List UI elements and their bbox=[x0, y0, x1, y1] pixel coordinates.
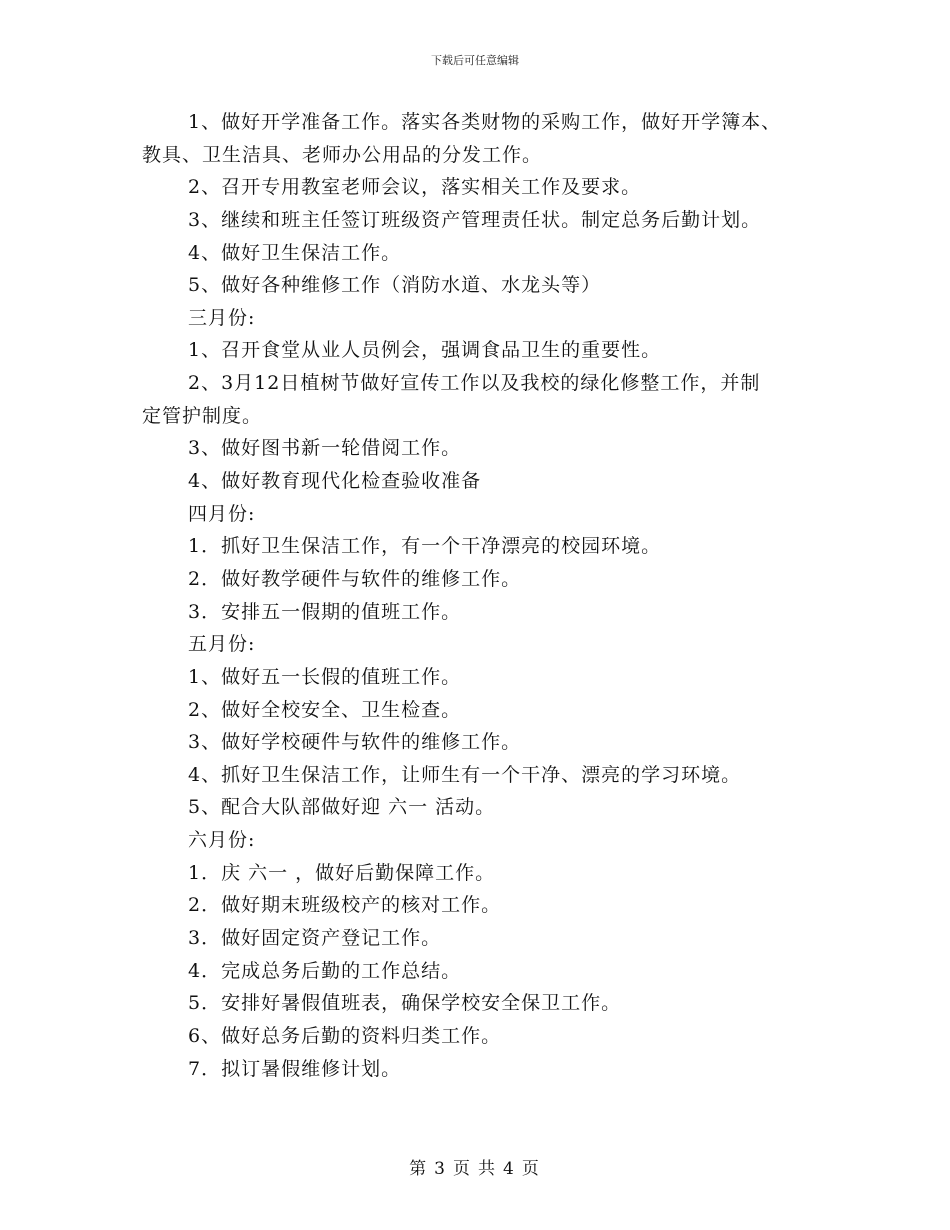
paragraph-line: 3、继续和班主任签订班级资产管理责任状。制定总务后勤计划。 bbox=[188, 208, 762, 231]
paragraph-line: 5．安排好暑假值班表，确保学校安全保卫工作。 bbox=[188, 992, 622, 1015]
paragraph-line: 1、召开食堂从业人员例会，强调食品卫生的重要性。 bbox=[188, 339, 662, 362]
paragraph-line: 1．庆 六一 ，做好后勤保障工作。 bbox=[188, 861, 496, 884]
paragraph-line: 4、抓好卫生保洁工作，让师生有一个干净、漂亮的学习环境。 bbox=[188, 763, 742, 786]
page-footer bbox=[0, 1154, 950, 1179]
paragraph-line: 2、做好全校安全、卫生检查。 bbox=[188, 698, 462, 721]
footer-page-word: 页 bbox=[453, 1159, 472, 1179]
paragraph-line: 2、召开专用教室老师会议，落实相关工作及要求。 bbox=[188, 176, 642, 199]
paragraph-line: 教具、卫生洁具、老师办公用品的分发工作。 bbox=[142, 143, 543, 166]
document-body bbox=[142, 106, 822, 1085]
paragraph-line: 4、做好教育现代化检查验收准备 bbox=[188, 470, 482, 493]
paragraph-line: 1、做好五一长假的值班工作。 bbox=[188, 665, 462, 688]
paragraph-line: 7．拟订暑假维修计划。 bbox=[188, 1057, 402, 1080]
page-header: 下载后可任意编辑 bbox=[431, 54, 519, 67]
paragraph-line: 定管护制度。 bbox=[142, 404, 263, 427]
footer-prefix: 第 bbox=[409, 1159, 429, 1179]
paragraph-line: 4、做好卫生保洁工作。 bbox=[188, 241, 402, 264]
paragraph-line: 2．做好期末班级校产的核对工作。 bbox=[188, 894, 502, 917]
paragraph-line: 2．做好教学硬件与软件的维修工作。 bbox=[188, 567, 522, 590]
paragraph-line: 6、做好总务后勤的资料归类工作。 bbox=[188, 1024, 502, 1047]
footer-total-pages: 4 bbox=[503, 1159, 516, 1179]
paragraph-line: 5、配合大队部做好迎 六一 活动。 bbox=[188, 796, 496, 819]
section-heading-march: 三月份: bbox=[188, 306, 256, 329]
section-heading-june: 六月份: bbox=[188, 829, 256, 852]
paragraph-line: 1、做好开学准备工作。落实各类财物的采购工作，做好开学簿本、 bbox=[188, 111, 782, 133]
paragraph-line: 3、做好学校硬件与软件的维修工作。 bbox=[188, 731, 522, 754]
paragraph-line: 3．安排五一假期的值班工作。 bbox=[188, 600, 462, 623]
paragraph-line: 4．完成总务后勤的工作总结。 bbox=[188, 959, 462, 982]
footer-page-number: 3 bbox=[434, 1159, 447, 1179]
section-heading-may: 五月份: bbox=[188, 633, 256, 656]
paragraph-line: 3．做好固定资产登记工作。 bbox=[188, 927, 442, 950]
paragraph-line: 5、做好各种维修工作（消防水道、水龙头等） bbox=[188, 274, 602, 297]
paragraph-line: 2、3月12日植树节做好宣传工作以及我校的绿化修整工作，并制 bbox=[188, 372, 761, 395]
paragraph-line: 3、做好图书新一轮借阅工作。 bbox=[188, 437, 462, 460]
footer-total-word: 共 bbox=[478, 1159, 497, 1179]
paragraph-line: 1．抓好卫生保洁工作，有一个干净漂亮的校园环境。 bbox=[188, 535, 662, 558]
footer-suffix: 页 bbox=[521, 1159, 541, 1179]
section-heading-april: 四月份: bbox=[188, 502, 256, 525]
